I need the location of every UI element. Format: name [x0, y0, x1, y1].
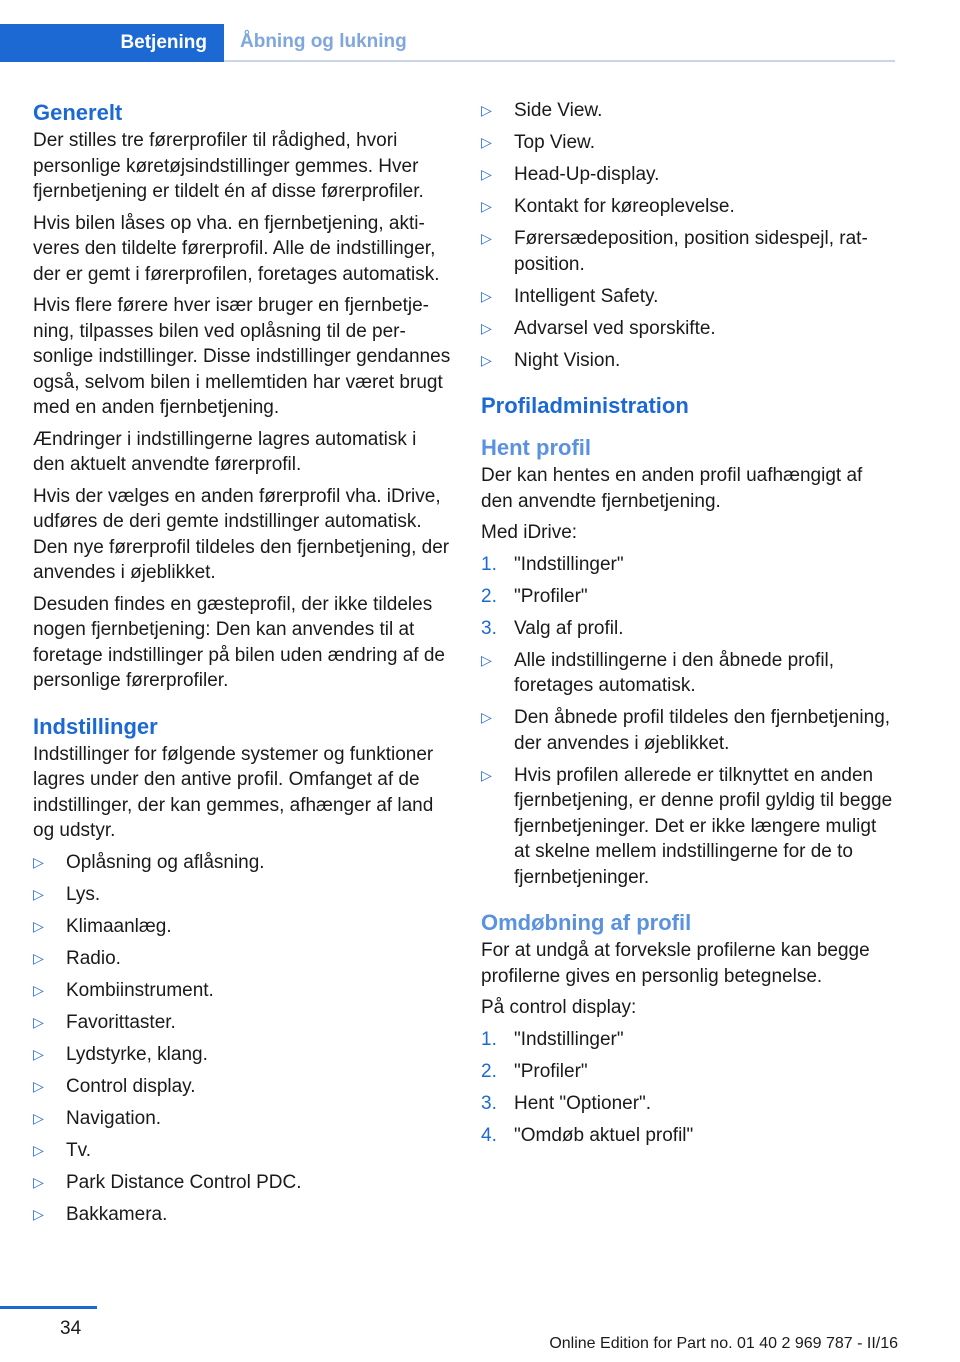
page-header	[0, 24, 895, 62]
triangle-bullet-icon: ▷	[33, 949, 44, 966]
page-number: 34	[60, 1318, 82, 1339]
list-item: ▷ Tv.	[33, 1138, 453, 1164]
list-item: ▷ Den åbnede profil tildeles den fjernbetjening, der anvendes i øjeblikket.	[481, 707, 891, 754]
section-label: Betjening	[120, 32, 207, 53]
triangle-bullet-icon: ▷	[33, 1013, 44, 1030]
paragraph: Med iDrive:	[481, 522, 578, 543]
triangle-bullet-icon: ▷	[481, 651, 492, 668]
list-item: ▷ Favorittaster.	[33, 1010, 453, 1036]
triangle-bullet-icon: ▷	[33, 1173, 44, 1190]
paragraph: Der kan hentes en anden profil uafhængigt af den anvendte fjernbetjening.	[481, 465, 863, 512]
triangle-bullet-icon: ▷	[481, 709, 492, 725]
list-item: ▷ Førersædeposition, position sidespejl, ratposition.	[481, 228, 868, 275]
indstillinger-heading: Indstillinger	[33, 713, 158, 739]
step-item: 3. Valg af profil.	[481, 617, 624, 639]
triangle-bullet-icon: ▷	[33, 1205, 44, 1222]
triangle-bullet-icon: ▷	[33, 1077, 44, 1094]
list-item: ▷ Intelligent Safety.	[481, 284, 896, 310]
triangle-bullet-icon: ▷	[481, 766, 492, 783]
list-item: ▷ Alle indstillingerne i den åbnede profil, foretages automatisk.	[481, 649, 835, 696]
list-item: ▷ Lydstyrke, klang.	[33, 1042, 453, 1068]
settings-list-continued	[481, 98, 896, 373]
hent-steps-list	[481, 552, 896, 891]
list-item: ▷ Kombiinstrument.	[33, 978, 453, 1004]
step-item: 2. "Profiler"	[481, 1060, 588, 1082]
list-item: ▷ Head-Up-display.	[481, 162, 896, 188]
list-item: ▷ Kontakt for køreoplevelse.	[481, 194, 896, 220]
step-item: 1. "Indstillinger"	[481, 553, 624, 575]
triangle-bullet-icon: ▷	[481, 319, 492, 336]
generelt-heading: Generelt	[33, 100, 123, 125]
list-item: ▷ Top View.	[481, 130, 896, 156]
paragraph: Ændringer i indstillingerne lagres automatisk i den aktuelt anvendte førerprofil.	[33, 428, 417, 475]
list-item: ▷ Hvis profilen allerede er tilknyttet en anden fjernbetjening, er denne profil gyldig til begge fjernbetjeninger. Det er ikke længere muligt at skelne mellem indstillingerne for de to fjernbetjeninger.	[481, 764, 893, 888]
triangle-bullet-icon: ▷	[33, 853, 44, 870]
triangle-bullet-icon: ▷	[33, 1045, 44, 1062]
paragraph: Hvis der vælges en anden førerprofil vha. iDrive, udføres de deri gemte indstillinger automatisk. Den nye førerprofil tildeles den fjernbetjening, der anvendes i øjeblikket.	[33, 485, 450, 583]
list-item: ▷ Lys.	[33, 882, 453, 908]
list-item: ▷ Navigation.	[33, 1106, 453, 1132]
triangle-bullet-icon: ▷	[33, 1109, 44, 1126]
triangle-bullet-icon: ▷	[481, 166, 492, 182]
step-item: 2. "Profiler"	[481, 585, 588, 607]
step-item: 3. Hent "Optioner".	[481, 1092, 652, 1114]
triangle-bullet-icon: ▷	[33, 885, 44, 902]
section-tab	[0, 24, 224, 62]
triangle-bullet-icon: ▷	[33, 981, 44, 998]
triangle-bullet-icon: ▷	[481, 230, 492, 246]
footer-divider	[0, 1306, 97, 1309]
list-item: ▷ Park Distance Control PDC.	[33, 1170, 453, 1196]
paragraph: Hvis flere førere hver især bruger en fjernbetjening, tilpasses bilen ved oplåsning til de personlige indstillinger. Disse indstillinger gendannes også, selvom bilen i mellemtiden har været brugt med en anden fjernbetjening.	[33, 295, 451, 418]
triangle-bullet-icon: ▷	[481, 134, 492, 150]
paragraph: Indstillinger for følgende systemer og funktioner lagres under den antive profil. Omfanget af de indstillinger, der kan gemmes, afhænger af land og udstyr.	[33, 743, 434, 841]
triangle-bullet-icon: ▷	[481, 198, 492, 214]
step-item: 4. "Omdøb aktuel profil"	[481, 1124, 694, 1146]
subsection-tab	[224, 24, 407, 60]
triangle-bullet-icon: ▷	[33, 917, 44, 934]
omdob-steps-list	[481, 1027, 896, 1149]
list-item: ▷ Bakkamera.	[33, 1202, 453, 1228]
list-item: ▷ Oplåsning og aflåsning.	[33, 850, 453, 876]
triangle-bullet-icon: ▷	[481, 351, 492, 368]
edition-footer: Online Edition for Part no. 01 40 2 969 787 - II/16	[549, 1335, 898, 1352]
step-item: 1. "Indstillinger"	[481, 1028, 624, 1050]
paragraph: Desuden findes en gæsteprofil, der ikke tildeles nogen fjernbetjening: Den kan anvendes til at foretage indstillinger på bilen uden ændring af de personlige førerprofiler.	[33, 593, 445, 691]
list-item: ▷ Side View.	[481, 98, 896, 124]
triangle-bullet-icon: ▷	[481, 102, 492, 118]
triangle-bullet-icon: ▷	[481, 287, 492, 304]
paragraph: Hvis bilen låses op vha. en fjernbetjening, aktiveres den tildelte førerprofil. Alle de indstillinger, der er gemt i førerprofilen, foretages automatisk.	[33, 212, 440, 285]
paragraph: For at undgå at forveksle profilerne kan begge profilerne gives en personlig betegnelse.	[481, 940, 870, 987]
list-item: ▷ Klimaanlæg.	[33, 914, 453, 940]
paragraph: På control display:	[481, 997, 637, 1018]
triangle-bullet-icon: ▷	[33, 1141, 44, 1158]
left-column	[33, 98, 453, 1234]
settings-list	[33, 850, 453, 1228]
omdobning-heading: Omdøbning af profil	[481, 910, 692, 935]
subsection-label: Åbning og lukning	[240, 31, 407, 52]
list-item: ▷ Radio.	[33, 946, 453, 972]
list-item: ▷ Night Vision.	[481, 348, 896, 374]
list-item: ▷ Control display.	[33, 1074, 453, 1100]
paragraph: Der stilles tre førerprofiler til rådighed, hvori personlige køretøjsindstillinger gemmes. Hver fjernbetjening er tildelt én af disse førerprofiler.	[33, 130, 424, 202]
hent-profil-heading: Hent profil	[481, 435, 591, 460]
profiladministration-heading: Profiladministration	[481, 393, 689, 418]
list-item: ▷ Advarsel ved sporskifte.	[481, 316, 896, 342]
right-column	[481, 98, 896, 1155]
header-divider	[224, 60, 895, 62]
